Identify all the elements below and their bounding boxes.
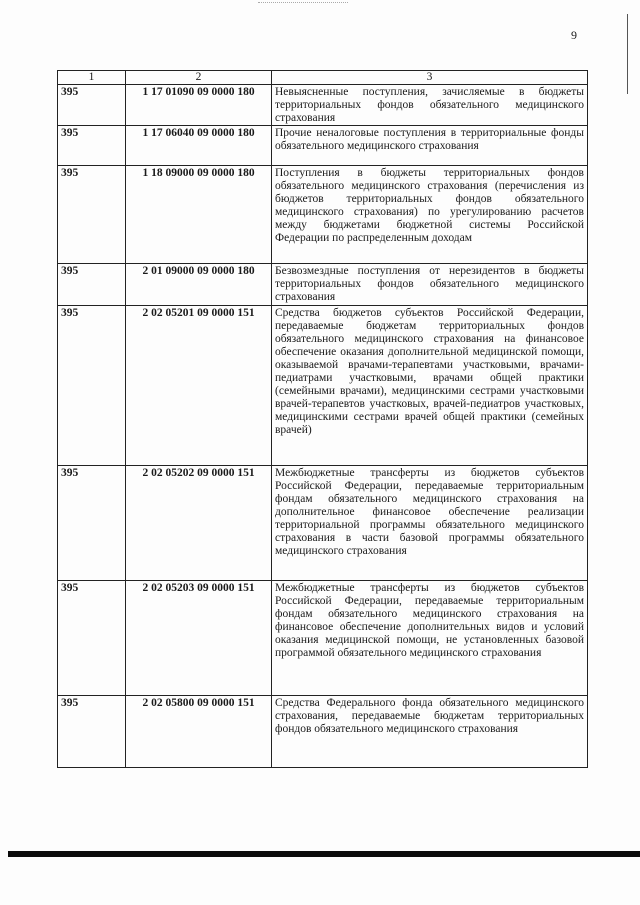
scan-bottom-bar bbox=[8, 851, 640, 857]
scan-artifact bbox=[258, 2, 348, 4]
budget-codes-table bbox=[57, 70, 588, 768]
budget-code-cell: 2 02 05201 09 0000 151 bbox=[126, 306, 272, 466]
budget-code-cell: 2 01 09000 09 0000 180 bbox=[126, 264, 272, 306]
description-cell: Невыясненные поступления, зачисляемые в бюджеты территориальных фондов обязательного медицинского страхования bbox=[272, 85, 588, 126]
admin-code-cell: 395 bbox=[58, 264, 126, 306]
budget-code-cell: 1 17 06040 09 0000 180 bbox=[126, 126, 272, 166]
table-row bbox=[58, 85, 588, 126]
description-cell: Средства Федерального фонда обязательного медицинского страхования, передаваемые бюджетам территориальных фондов обязательного медицинского страхования bbox=[272, 696, 588, 768]
admin-code-cell: 395 bbox=[58, 126, 126, 166]
budget-code-cell: 2 02 05800 09 0000 151 bbox=[126, 696, 272, 768]
table-row bbox=[58, 466, 588, 581]
table-row bbox=[58, 264, 588, 306]
table-row bbox=[58, 166, 588, 264]
admin-code-cell: 395 bbox=[58, 696, 126, 768]
column-header-description: 3 bbox=[272, 71, 588, 85]
description-cell: Средства бюджетов субъектов Российской Федерации, передаваемые бюджетам территориальных фондов обязательного медицинского страхования на финансовое обеспечение оказания дополнительной медицинской помощи, оказываемой врачами-терапевтами участковыми, врачами-педиатрами участковыми, врачами общей практики (семейными врачами), медицинскими сестрами участковыми врачей-терапевтов участковых, врачей-педиатров участковых, медицинскими сестрами врачей общей практики (семейных врачей) bbox=[272, 306, 588, 466]
table-row bbox=[58, 306, 588, 466]
admin-code-cell: 395 bbox=[58, 466, 126, 581]
admin-code-cell: 395 bbox=[58, 306, 126, 466]
budget-code-cell: 2 02 05203 09 0000 151 bbox=[126, 581, 272, 696]
description-cell: Межбюджетные трансферты из бюджетов субъектов Российской Федерации, передаваемые территориальным фондам обязательного медицинского страхования на финансовое обеспечение дополнительных видов и условий оказания медицинской помощи, не установленных базовой программой обязательного медицинского страхования bbox=[272, 581, 588, 696]
column-header-admin: 1 bbox=[58, 71, 126, 85]
column-header-code: 2 bbox=[126, 71, 272, 85]
table-row bbox=[58, 696, 588, 768]
description-cell: Межбюджетные трансферты из бюджетов субъектов Российской Федерации, передаваемые территориальным фондам обязательного медицинского страхования на дополнительное финансовое обеспечение реализации территориальной программы обязательного медицинского страхования в части базовой программы обязательного медицинского страхования bbox=[272, 466, 588, 581]
admin-code-cell: 395 bbox=[58, 85, 126, 126]
description-cell: Поступления в бюджеты территориальных фондов обязательного медицинского страхования (перечисления из бюджетов территориальных фондов обязательного медицинского страхования) по урегулированию расчетов между бюджетами бюджетной системы Российской Федерации по распределенным доходам bbox=[272, 166, 588, 264]
admin-code-cell: 395 bbox=[58, 581, 126, 696]
admin-code-cell: 395 bbox=[58, 166, 126, 264]
page-number: 9 bbox=[571, 28, 577, 42]
table-row bbox=[58, 581, 588, 696]
description-cell: Прочие неналоговые поступления в территориальные фонды обязательного медицинского страхования bbox=[272, 126, 588, 166]
budget-code-cell: 2 02 05202 09 0000 151 bbox=[126, 466, 272, 581]
table-header-row bbox=[58, 71, 588, 85]
budget-code-cell: 1 18 09000 09 0000 180 bbox=[126, 166, 272, 264]
table-row bbox=[58, 126, 588, 166]
scan-edge-mark bbox=[627, 14, 628, 94]
budget-code-cell: 1 17 01090 09 0000 180 bbox=[126, 85, 272, 126]
description-cell: Безвозмездные поступления от нерезидентов в бюджеты территориальных фондов обязательного медицинского страхования bbox=[272, 264, 588, 306]
